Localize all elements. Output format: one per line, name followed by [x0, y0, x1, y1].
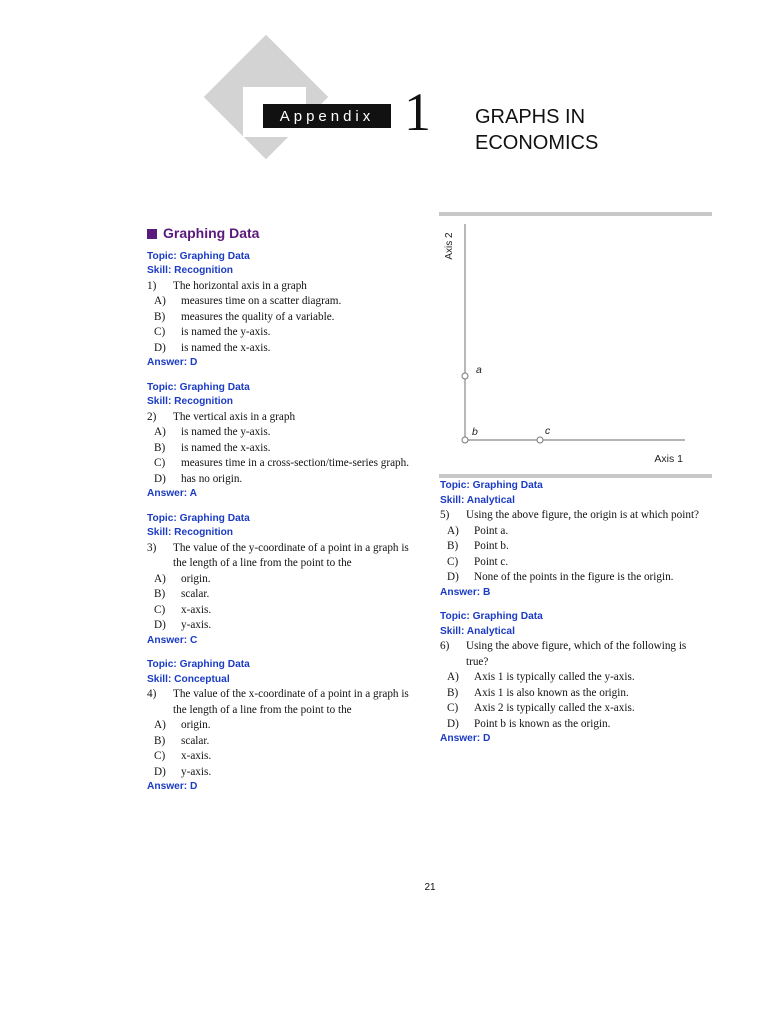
question-skill: Skill: Analytical [440, 494, 515, 506]
option [440, 717, 710, 733]
option-text: y-axis. [181, 765, 212, 778]
option-letter: B) [154, 310, 166, 323]
option-letter: A) [154, 426, 166, 438]
option-letter: B) [447, 686, 459, 699]
option-letter: A) [154, 295, 166, 307]
point-b-marker [462, 437, 468, 443]
option [147, 325, 417, 341]
option-text: measures time in a cross-section/time-series graph. [181, 457, 410, 469]
option-letter: A) [447, 671, 459, 683]
question-text: The vertical axis in a graph [173, 410, 296, 423]
question-answer: Answer: D [147, 781, 198, 792]
question-3 [147, 512, 417, 649]
chapter-title [475, 104, 598, 156]
option [147, 310, 417, 326]
option-text: measures time on a scatter diagram. [181, 295, 342, 307]
option-text: Point a. [474, 524, 509, 537]
option-letter: B) [154, 734, 166, 747]
question-stem [147, 687, 417, 718]
option [147, 734, 417, 750]
question-text: Using the above figure, the origin is at which point? [466, 509, 700, 521]
option-text: Point b is known as the origin. [474, 717, 611, 730]
option-letter: D) [447, 571, 459, 583]
option-text: None of the points in the figure is the origin. [474, 571, 674, 583]
option-letter: C) [154, 457, 166, 469]
option [147, 572, 417, 588]
option-text: measures the quality of a variable. [181, 310, 335, 323]
option-letter: D) [154, 619, 166, 631]
option-letter: B) [154, 441, 166, 454]
section-title: Graphing Data [163, 225, 260, 241]
chapter-number: 1 [404, 82, 431, 142]
question-skill: Skill: Analytical [440, 625, 515, 637]
option [440, 686, 710, 702]
option-text: y-axis. [181, 619, 212, 631]
question-stem [440, 508, 710, 524]
question-number: 1) [147, 279, 157, 292]
option-text: is named the y-axis. [181, 326, 271, 338]
option-text: x-axis. [181, 603, 212, 616]
option-text: Axis 2 is typically called the x-axis. [474, 702, 635, 714]
option-text: Axis 1 is typically called the y-axis. [474, 671, 635, 683]
question-6 [440, 610, 710, 747]
question-answer: Answer: C [147, 634, 198, 646]
option-text: Point b. [474, 540, 509, 552]
point-c-label: c [545, 425, 551, 437]
appendix-label: Appendix [263, 104, 391, 128]
option-letter: C) [447, 555, 459, 568]
option-letter: C) [447, 702, 459, 714]
question-answer: Answer: A [147, 488, 198, 499]
option-letter: A) [154, 572, 166, 585]
question-answer: Answer: D [147, 357, 198, 368]
question-skill: Skill: Recognition [147, 265, 234, 276]
option-letter: B) [447, 540, 459, 552]
option-text: origin. [181, 572, 211, 585]
option [147, 749, 417, 765]
question-number: 4) [147, 688, 157, 700]
option-text: Axis 1 is also known as the origin. [474, 686, 629, 699]
axis1-label: Axis 1 [654, 453, 683, 465]
option [147, 441, 417, 457]
point-a-label: a [476, 364, 482, 376]
question-stem [440, 639, 710, 670]
question-5 [440, 479, 710, 600]
option [440, 570, 710, 586]
option-letter: C) [154, 326, 166, 338]
option-letter: B) [154, 588, 166, 600]
question-stem [147, 410, 417, 426]
question-topic: Topic: Graphing Data [147, 659, 250, 670]
question-number: 5) [440, 509, 450, 521]
question-topic: Topic: Graphing Data [440, 611, 543, 622]
question-1 [147, 250, 417, 371]
option-text: x-axis. [181, 750, 212, 762]
option-text: origin. [181, 719, 211, 731]
option-letter: D) [154, 472, 166, 485]
question-text: The value of the y-coordinate of a point in a graph is the length of a line from the point to the [173, 541, 409, 569]
option-text: scalar. [181, 588, 210, 600]
option [440, 524, 710, 540]
option [147, 341, 417, 357]
question-topic: Topic: Graphing Data [147, 512, 250, 524]
question-4 [147, 658, 417, 795]
question-text: The horizontal axis in a graph [173, 279, 307, 292]
question-topic: Topic: Graphing Data [440, 480, 543, 491]
section-heading [147, 226, 417, 242]
option-letter: C) [154, 603, 166, 616]
option [147, 765, 417, 781]
option-text: has no origin. [181, 472, 243, 485]
option-letter: A) [447, 524, 459, 537]
question-topic: Topic: Graphing Data [147, 250, 250, 262]
chapter-title-line2: ECONOMICS [475, 132, 599, 154]
point-a-marker [462, 373, 468, 379]
option-letter: D) [154, 341, 166, 354]
option [147, 472, 417, 488]
point-b-label: b [472, 426, 478, 438]
axes-figure [439, 216, 712, 474]
question-skill: Skill: Conceptual [147, 673, 230, 685]
left-column [147, 226, 417, 805]
chapter-title-line1: GRAPHS IN [475, 106, 586, 128]
point-c-marker [537, 437, 543, 443]
question-number: 2) [147, 410, 157, 423]
option [440, 555, 710, 571]
question-number: 3) [147, 541, 157, 554]
option [147, 587, 417, 603]
option [147, 294, 417, 310]
option-text: is named the y-axis. [181, 426, 271, 438]
question-topic: Topic: Graphing Data [147, 381, 250, 393]
option-text: is named the x-axis. [181, 441, 271, 454]
option [440, 670, 710, 686]
option-text: is named the x-axis. [181, 341, 271, 354]
right-column [440, 479, 710, 757]
option-text: Point c. [474, 555, 509, 568]
question-skill: Skill: Recognition [147, 396, 234, 407]
option [147, 425, 417, 441]
section-bullet-icon [147, 229, 157, 239]
question-text: Using the above figure, which of the following is true? [466, 640, 687, 668]
axis2-label: Axis 2 [444, 232, 455, 260]
option-letter: A) [154, 719, 166, 731]
option [147, 603, 417, 619]
option-text: scalar. [181, 734, 210, 747]
option [147, 718, 417, 734]
option [147, 618, 417, 634]
page-number: 21 [424, 882, 436, 893]
option [147, 456, 417, 472]
option [440, 539, 710, 555]
option-letter: D) [154, 765, 166, 778]
question-answer: Answer: D [440, 733, 491, 744]
question-answer: Answer: B [440, 586, 491, 598]
question-2 [147, 381, 417, 502]
question-number: 6) [440, 640, 450, 652]
option-letter: D) [447, 717, 459, 730]
question-skill: Skill: Recognition [147, 527, 234, 538]
question-stem [147, 541, 417, 572]
question-stem [147, 279, 417, 295]
figure-bottom-rule [439, 474, 712, 478]
option [440, 701, 710, 717]
option-letter: C) [154, 750, 166, 762]
question-text: The value of the x-coordinate of a point in a graph is the length of a line from the point to the [173, 688, 409, 716]
